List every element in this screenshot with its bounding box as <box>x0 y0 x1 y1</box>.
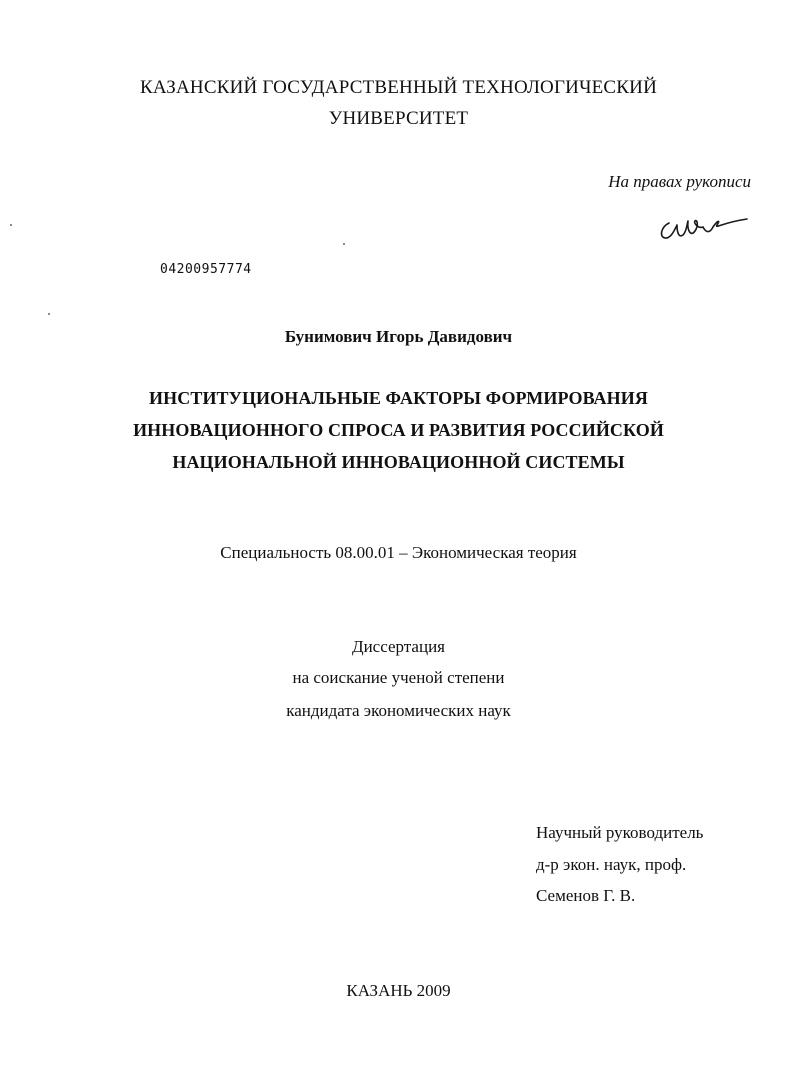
title-line-2: ИННОВАЦИОННОГО СПРОСА И РАЗВИТИЯ РОССИЙСКОЙ <box>133 420 664 440</box>
rights-note: На правах рукописи <box>608 172 751 191</box>
scan-speck <box>48 313 50 315</box>
institution-line-2: УНИВЕРСИТЕТ <box>328 108 469 129</box>
handwritten-signature <box>655 205 755 243</box>
title-line-1: ИНСТИТУЦИОНАЛЬНЫЕ ФАКТОРЫ ФОРМИРОВАНИЯ <box>149 388 648 408</box>
scan-speck <box>343 243 345 245</box>
degree-line-2: на соискание ученой степени <box>292 668 505 687</box>
catalog-code: 04200957774 <box>160 262 252 277</box>
degree-line-1: Диссертация <box>351 637 445 656</box>
supervisor-name: Семенов Г. В. <box>536 886 636 905</box>
institution-line-1: КАЗАНСКИЙ ГОСУДАРСТВЕННЫЙ ТЕХНОЛОГИЧЕСКИЙ <box>139 77 658 98</box>
degree-line-3: кандидата экономических наук <box>286 701 511 720</box>
specialty: Специальность 08.00.01 – Экономическая теория <box>220 543 577 562</box>
supervisor-role: Научный руководитель <box>536 823 704 842</box>
place-year: КАЗАНЬ 2009 <box>346 981 451 1000</box>
author-name: Бунимович Игорь Давидович <box>284 327 513 346</box>
title-line-3: НАЦИОНАЛЬНОЙ ИННОВАЦИОННОЙ СИСТЕМЫ <box>172 452 625 472</box>
scan-speck <box>10 224 12 226</box>
supervisor-credentials: д-р экон. наук, проф. <box>536 855 687 874</box>
